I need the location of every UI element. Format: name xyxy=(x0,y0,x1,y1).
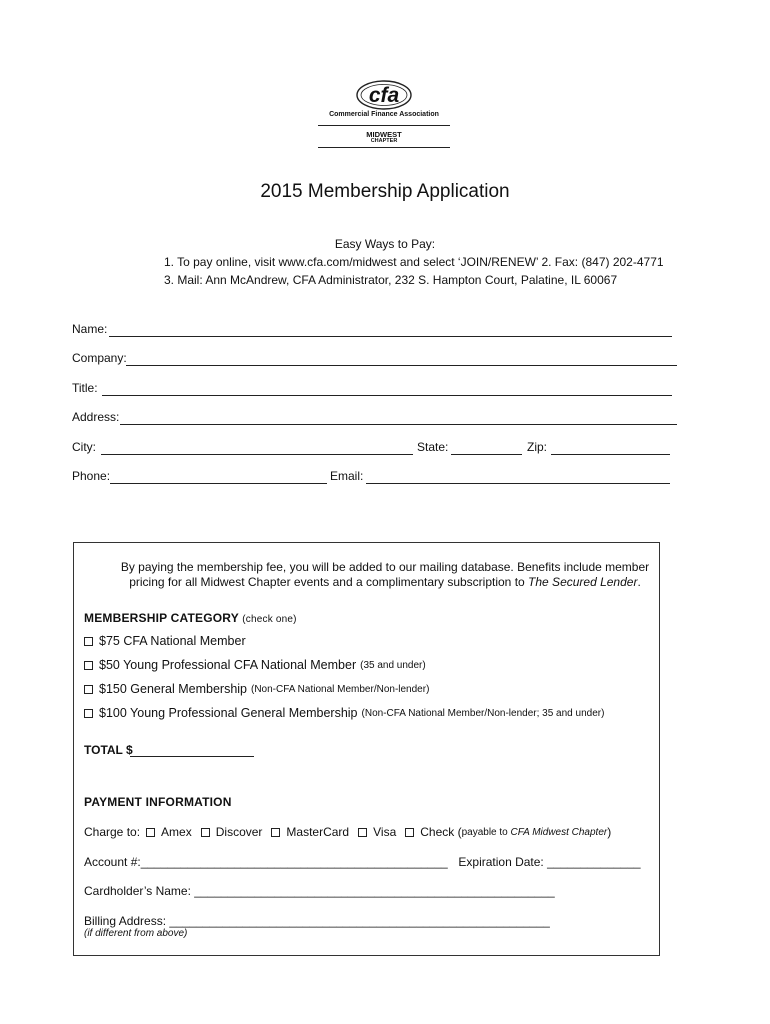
charge-to-row xyxy=(84,825,611,839)
checkbox-icon[interactable] xyxy=(84,709,93,718)
title-field[interactable] xyxy=(72,381,672,399)
phone-input-line[interactable] xyxy=(110,483,327,484)
zip-label: Zip: xyxy=(527,440,548,454)
email-label: Email: xyxy=(330,469,364,483)
option-label: $100 Young Professional General Membership xyxy=(99,706,358,720)
logo-divider-bottom xyxy=(318,147,450,148)
cfa-logo-mark xyxy=(318,78,450,112)
checkbox-icon[interactable] xyxy=(201,828,210,837)
name-label: Name: xyxy=(72,322,108,336)
option-note: (Non-CFA National Member/Non-lender) xyxy=(251,683,430,695)
total-label: TOTAL $ xyxy=(84,743,133,757)
payment-methods-heading: Easy Ways to Pay: xyxy=(334,237,436,251)
visa-option[interactable]: Visa xyxy=(373,825,397,839)
page-title: 2015 Membership Application xyxy=(260,181,510,202)
check-option[interactable]: Check ( xyxy=(420,825,462,839)
logo-divider-top xyxy=(318,125,450,126)
chapter-name: MIDWEST xyxy=(366,130,402,139)
company-input-line[interactable] xyxy=(126,365,677,366)
membership-option-young-national[interactable] xyxy=(84,658,426,672)
billing-address-input-line[interactable]: _________________________________________________________ xyxy=(169,914,550,928)
phone-email-row xyxy=(72,469,672,487)
logo-letters: cfa xyxy=(368,84,400,107)
checkbox-icon[interactable] xyxy=(84,685,93,694)
option-label: $75 CFA National Member xyxy=(99,634,246,648)
checkbox-icon[interactable] xyxy=(84,637,93,646)
check-payee: CFA Midwest Chapter xyxy=(510,826,608,838)
expiration-label: Expiration Date: xyxy=(458,855,544,869)
benefits-intro-line-1: By paying the membership fee, you will be added to our mailing database. Benefits include member xyxy=(120,560,650,574)
organization-name: Commercial Finance Association xyxy=(329,111,439,118)
checkbox-icon[interactable] xyxy=(84,661,93,670)
amex-option[interactable]: Amex xyxy=(161,825,192,839)
phone-label: Phone: xyxy=(72,469,111,483)
payment-information-heading: PAYMENT INFORMATION xyxy=(84,795,232,809)
option-label: $50 Young Professional CFA National Member xyxy=(99,658,357,672)
membership-option-general[interactable] xyxy=(84,682,429,696)
cardholder-label: Cardholder’s Name: xyxy=(84,884,191,898)
zip-input-line[interactable] xyxy=(551,454,670,455)
billing-address-row xyxy=(84,914,550,928)
billing-address-hint: (if different from above) xyxy=(84,928,188,939)
email-input-line[interactable] xyxy=(366,483,670,484)
checkbox-icon[interactable] xyxy=(146,828,155,837)
address-label: Address: xyxy=(72,410,120,424)
charge-to-label: Charge to: xyxy=(84,825,141,839)
account-input-line[interactable]: ______________________________________________ xyxy=(140,855,448,869)
name-input-line[interactable] xyxy=(109,336,672,337)
check-payable-note: payable to xyxy=(461,826,511,838)
benefits-intro-text: pricing for all Midwest Chapter events and a complimentary subscription to xyxy=(129,575,529,589)
discover-option[interactable]: Discover xyxy=(215,825,263,839)
membership-category-heading xyxy=(84,611,297,625)
state-label: State: xyxy=(417,440,449,454)
expiration-input-line[interactable]: ______________ xyxy=(547,855,641,869)
benefits-intro-end: . xyxy=(637,575,641,589)
title-input-line[interactable] xyxy=(102,395,672,396)
payment-methods-line-2: 3. Mail: Ann McAndrew, CFA Administrator, 232 S. Hampton Court, Palatine, IL 60067 xyxy=(164,273,618,287)
membership-category-hint: (check one) xyxy=(242,614,297,625)
chapter-subtitle: CHAPTER xyxy=(370,138,398,144)
check-close: ) xyxy=(607,825,612,839)
address-input-line[interactable] xyxy=(120,424,677,425)
total-input-line[interactable] xyxy=(130,756,254,757)
account-row xyxy=(84,855,641,869)
checkbox-icon[interactable] xyxy=(271,828,280,837)
cardholder-row xyxy=(84,884,555,898)
checkbox-icon[interactable] xyxy=(405,828,414,837)
payment-methods-line-1: 1. To pay online, visit www.cfa.com/midwest and select ‘JOIN/RENEW’ 2. Fax: (847) 202-4771 xyxy=(164,255,664,269)
address-field[interactable] xyxy=(72,410,677,428)
benefits-intro-line-2 xyxy=(0,575,770,589)
company-field[interactable] xyxy=(72,351,677,369)
checkbox-icon[interactable] xyxy=(358,828,367,837)
name-field[interactable] xyxy=(72,322,672,340)
account-label: Account #: xyxy=(84,855,141,869)
option-label: $150 General Membership xyxy=(99,682,247,696)
city-input-line[interactable] xyxy=(101,454,413,455)
city-label: City: xyxy=(72,440,96,454)
membership-option-young-general[interactable] xyxy=(84,706,604,720)
option-note: (35 and under) xyxy=(360,659,426,671)
city-state-zip-row xyxy=(72,440,672,458)
company-label: Company: xyxy=(72,351,127,365)
state-input-line[interactable] xyxy=(451,454,522,455)
publication-name: The Secured Lender xyxy=(528,575,638,589)
billing-address-label: Billing Address: xyxy=(84,914,167,928)
membership-category-title: MEMBERSHIP CATEGORY xyxy=(84,611,239,625)
membership-option-national[interactable] xyxy=(84,634,246,648)
cardholder-input-line[interactable]: ______________________________________________________ xyxy=(194,884,555,898)
option-note: (Non-CFA National Member/Non-lender; 35 and under) xyxy=(361,707,605,719)
title-label: Title: xyxy=(72,381,98,395)
mastercard-option[interactable]: MasterCard xyxy=(286,825,350,839)
